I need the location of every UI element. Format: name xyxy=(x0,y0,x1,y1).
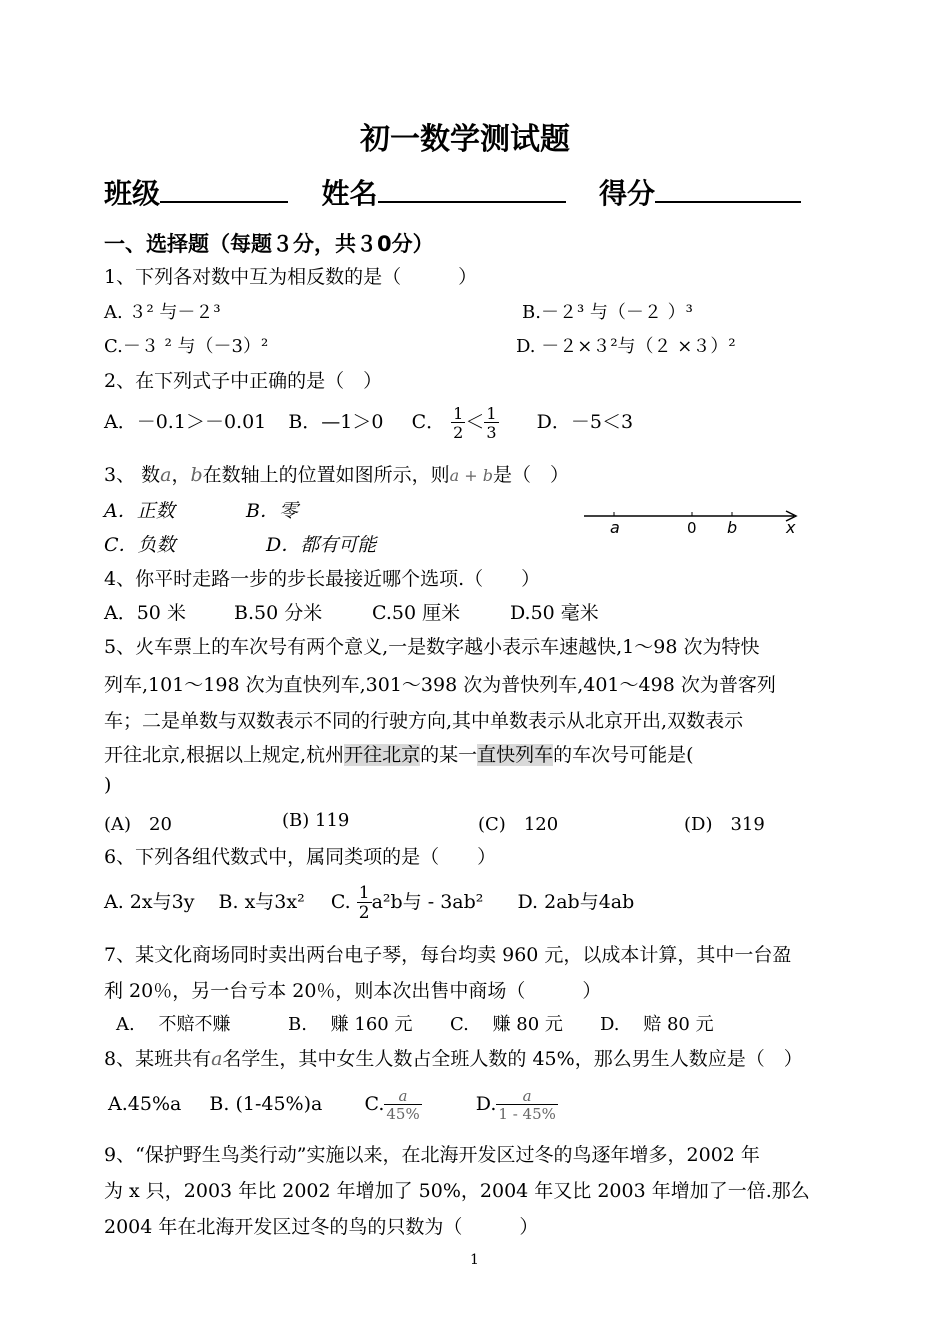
label-zero: 0 xyxy=(687,519,697,537)
score-blank[interactable] xyxy=(655,177,801,203)
q5-line-2: 列车,101～198 次为直快列车,301～398 次为普快列车,401～498 次为普客列 xyxy=(104,674,776,696)
q8-option-b: B. (1-45%)a xyxy=(209,1093,323,1115)
page-title: 初一数学测试题 xyxy=(360,122,570,157)
q5-option-d: (D) 319 xyxy=(684,814,765,835)
name-blank[interactable] xyxy=(378,177,566,203)
q9-line-3: 2004 年在北海开发区过冬的鸟的只数为（ ） xyxy=(104,1216,539,1238)
q2-options xyxy=(104,400,633,444)
q8-option-a: A.45%a xyxy=(108,1093,182,1115)
q1-option-c: C.－３ ² 与（－3）² xyxy=(104,336,269,357)
q6-option-c-label: C. xyxy=(330,891,351,913)
highlight-to-beijing: 开往北京 xyxy=(344,744,421,766)
label-x: x xyxy=(786,518,796,537)
q9-line-1: 9、“保护野生鸟类行动”实施以来，在北海开发区过冬的鸟逐年增多，2002 年 xyxy=(104,1144,760,1166)
q1-option-d: D. －２×３²与（２ ×３）² xyxy=(516,336,736,357)
q6-option-a: A. 2x与3y xyxy=(104,891,195,913)
class-blank[interactable] xyxy=(160,177,288,203)
label-b: b xyxy=(727,518,738,537)
q6-option-b: B. x与3x² xyxy=(218,891,305,913)
q7-option-c: C. 赚 80 元 xyxy=(450,1014,563,1035)
q8-options xyxy=(108,1080,558,1128)
info-header xyxy=(104,172,801,212)
name-label: 姓名 xyxy=(321,177,378,210)
q4-option-b: B.50 分米 xyxy=(234,602,323,624)
q2-option-b: B．—1＞0 xyxy=(288,411,384,433)
q3-option-a: A．正数 xyxy=(104,500,175,522)
q8-option-d-label: D. xyxy=(475,1093,497,1115)
q2-fraction-1: $\frac{1}{2}$ xyxy=(453,403,464,442)
q7-option-d: D. 赔 80 元 xyxy=(600,1014,714,1035)
q5-line-3: 车；二是单数与双数表示不同的行驶方向,其中单数表示从北京开出,双数表示 xyxy=(104,710,744,732)
score-label: 得分 xyxy=(599,177,656,210)
q4-option-c: C.50 厘米 xyxy=(372,602,461,624)
q2-option-c-label: C． xyxy=(411,411,446,433)
q5-line-5: ) xyxy=(104,774,112,796)
q2-option-a: A．－0.1＞－0.01 xyxy=(104,411,267,433)
section-heading: 一、选择题（每题３分，共３0分） xyxy=(104,232,434,256)
q8-fraction-d: $\frac{a}{1 - 45\%}$ xyxy=(498,1086,556,1123)
q2-fraction-2: $\frac{1}{3}$ xyxy=(486,403,497,442)
q3-option-d: D．都有可能 xyxy=(266,534,377,556)
page-number: 1 xyxy=(470,1252,479,1268)
q4-option-d: D.50 毫米 xyxy=(510,602,599,624)
q5-option-a: (A) 20 xyxy=(104,814,172,835)
q5-line-1: 5、火车票上的车次号有两个意义,一是数字越小表示车速越快,1～98 次为特快 xyxy=(104,636,760,658)
q5-option-b: (B) 119 xyxy=(282,810,350,831)
q7-option-a: A. 不赔不赚 xyxy=(116,1014,231,1035)
q7-line-1: 7、某文化商场同时卖出两台电子琴，每台均卖 960 元，以成本计算，其中一台盈 xyxy=(104,944,792,966)
q3-option-b: B．零 xyxy=(246,500,298,522)
q6-option-c-terms: a²b与 - 3ab² xyxy=(371,891,484,913)
class-label: 班级 xyxy=(104,177,161,210)
q4-option-a: A．50 米 xyxy=(104,602,186,624)
highlight-express-train: 直快列车 xyxy=(477,744,554,766)
q5-option-c: (C) 120 xyxy=(478,814,559,835)
q9-line-2: 为 x 只，2003 年比 2002 年增加了 50%，2004 年又比 2003 年增加了一倍.那么 xyxy=(104,1180,810,1202)
q8-fraction-c: $\frac{a}{45\%}$ xyxy=(386,1086,420,1123)
q1-option-a: A. ３² 与－２³ xyxy=(104,302,221,323)
number-line-figure xyxy=(580,500,810,542)
q8-option-c-label: C. xyxy=(364,1093,385,1115)
q6-option-d: D. 2ab与4ab xyxy=(517,891,635,913)
q1-option-b: B.－２³ 与（－２ ）³ xyxy=(522,302,693,323)
q4-stem: 4、你平时走路一步的步长最接近哪个选项.（ ） xyxy=(104,568,541,590)
q3-option-c: C．负数 xyxy=(104,534,176,556)
q5-line-4: 开往北京,根据以上规定,杭州开往北京的某一直快列车的车次号可能是( xyxy=(104,744,694,766)
q2-less-than: ＜ xyxy=(465,411,485,433)
q2-option-d: D．－5＜3 xyxy=(536,411,634,433)
q6-options xyxy=(104,876,634,928)
q7-line-2: 利 20％，另一台亏本 20％，则本次出售中商场（ ） xyxy=(104,980,602,1002)
q1-stem: 1、下列各对数中互为相反数的是（ ） xyxy=(104,266,478,288)
q6-stem: 6、下列各组代数式中，属同类项的是（ ） xyxy=(104,846,497,868)
q2-stem: 2、在下列式子中正确的是（ ） xyxy=(104,370,383,392)
label-a: a xyxy=(610,518,620,537)
q6-fraction: $\frac{1}{2}$ xyxy=(358,882,370,923)
q8-stem: 8、某班共有a名学生，其中女生人数占全班人数的 45%，那么男生人数应是（ ） xyxy=(104,1048,803,1070)
q3-stem: 3、 数a，b在数轴上的位置如图所示，则a + b是（ ） xyxy=(104,464,570,486)
q7-option-b: B. 赚 160 元 xyxy=(288,1014,413,1035)
